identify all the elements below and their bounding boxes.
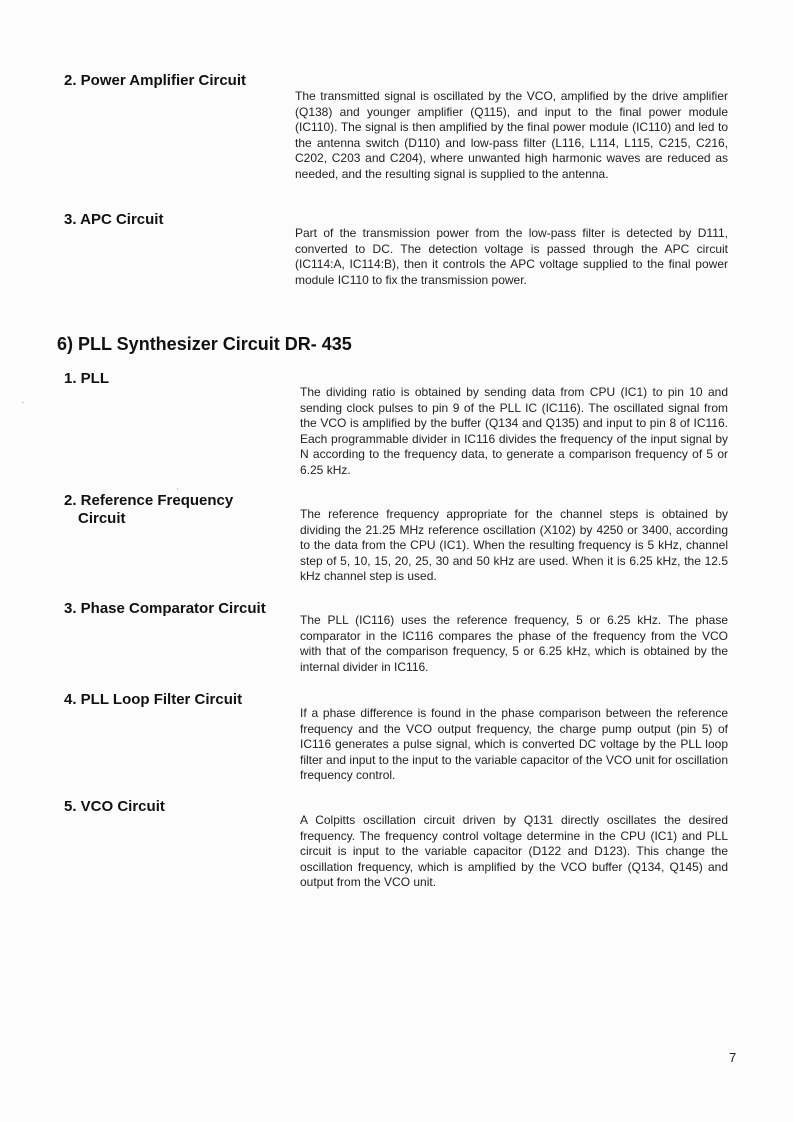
phase-comparator-heading: 3. Phase Comparator Circuit	[64, 600, 266, 617]
vco-body: A Colpitts oscillation circuit driven by Q131 directly oscillates the desired frequency. The frequency control voltage determine in the CPU (IC1) and PLL circuit is input to the variable capacitor (D122 and D123). This change the oscillation frequency, which is amplified by the VCO buffer (Q134, Q145) and output from the VCO unit.	[300, 813, 728, 890]
scan-speck	[22, 402, 24, 403]
reference-frequency-body: The reference frequency appropriate for the channel steps is obtained by dividing the 21.25 MHz reference oscillation (X102) by 4250 or 3400, according to the data from the CPU (IC1). When the resulting frequency is 5 kHz, channel step of 5, 10, 15, 20, 25, 30 and 50 kHz are used. When it is 6.25 kHz, the 12.5 kHz channel step is used.	[300, 507, 728, 584]
page-number: 7	[729, 1050, 737, 1065]
loop-filter-heading: 4. PLL Loop Filter Circuit	[64, 691, 243, 708]
reference-frequency-heading-line2: Circuit	[78, 510, 126, 527]
apc-heading: 3. APC Circuit	[64, 211, 164, 228]
reference-frequency-heading-line1: 2. Reference Frequency	[64, 492, 234, 509]
scan-speck	[177, 488, 178, 490]
pll-section-title: 6) PLL Synthesizer Circuit DR- 435	[57, 334, 352, 354]
pll-body: The dividing ratio is obtained by sending data from CPU (IC1) to pin 10 and sending clock pulses to pin 9 of the PLL IC (IC116). The oscillated signal from the VCO is amplified by the buffer (Q134 and Q135) and input to pin 8 of IC116. Each programmable divider in IC116 divides the frequency of the input signal by N according to the frequency data, to generate a comparison frequency of 5 or 6.25 kHz.	[300, 385, 728, 477]
apc-body: Part of the transmission power from the low-pass filter is detected by D111, converted to DC. The detection voltage is passed through the APC circuit (IC114:A, IC114:B), then it controls the APC voltage supplied to the final power module IC110 to fix the transmission power.	[295, 226, 728, 287]
power-amplifier-body: The transmitted signal is oscillated by the VCO, amplified by the drive amplifier (Q138) and younger amplifier (Q115), and input to the final power module (IC110). The signal is then amplified by the final power module (IC110) and led to the antenna switch (D110) and low-pass filter (L116, L114, L115, C215, C216, C202, C203 and C204), where unwanted high harmonic waves are reduced as needed, and the resulting signal is supplied to the antenna.	[295, 89, 728, 181]
phase-comparator-body: The PLL (IC116) uses the reference frequency, 5 or 6.25 kHz. The phase comparator in the IC116 compares the phase of the frequency from the VCO with that of the comparison frequency, 5 or 6.25 kHz, which is obtained by the internal divider in IC116.	[300, 613, 728, 674]
vco-heading: 5. VCO Circuit	[64, 798, 165, 815]
reference-frequency-heading	[64, 492, 233, 528]
loop-filter-body: If a phase difference is found in the phase comparison between the reference frequency and the VCO output frequency, the charge pump output (pin 5) of IC116 generates a pulse signal, which is converted DC voltage by the PLL loop filter and input to the input to the variable capacitor of the VCO unit for oscillation frequency control.	[300, 706, 728, 783]
power-amplifier-heading: 2. Power Amplifier Circuit	[64, 72, 246, 89]
pll-heading: 1. PLL	[64, 370, 110, 387]
